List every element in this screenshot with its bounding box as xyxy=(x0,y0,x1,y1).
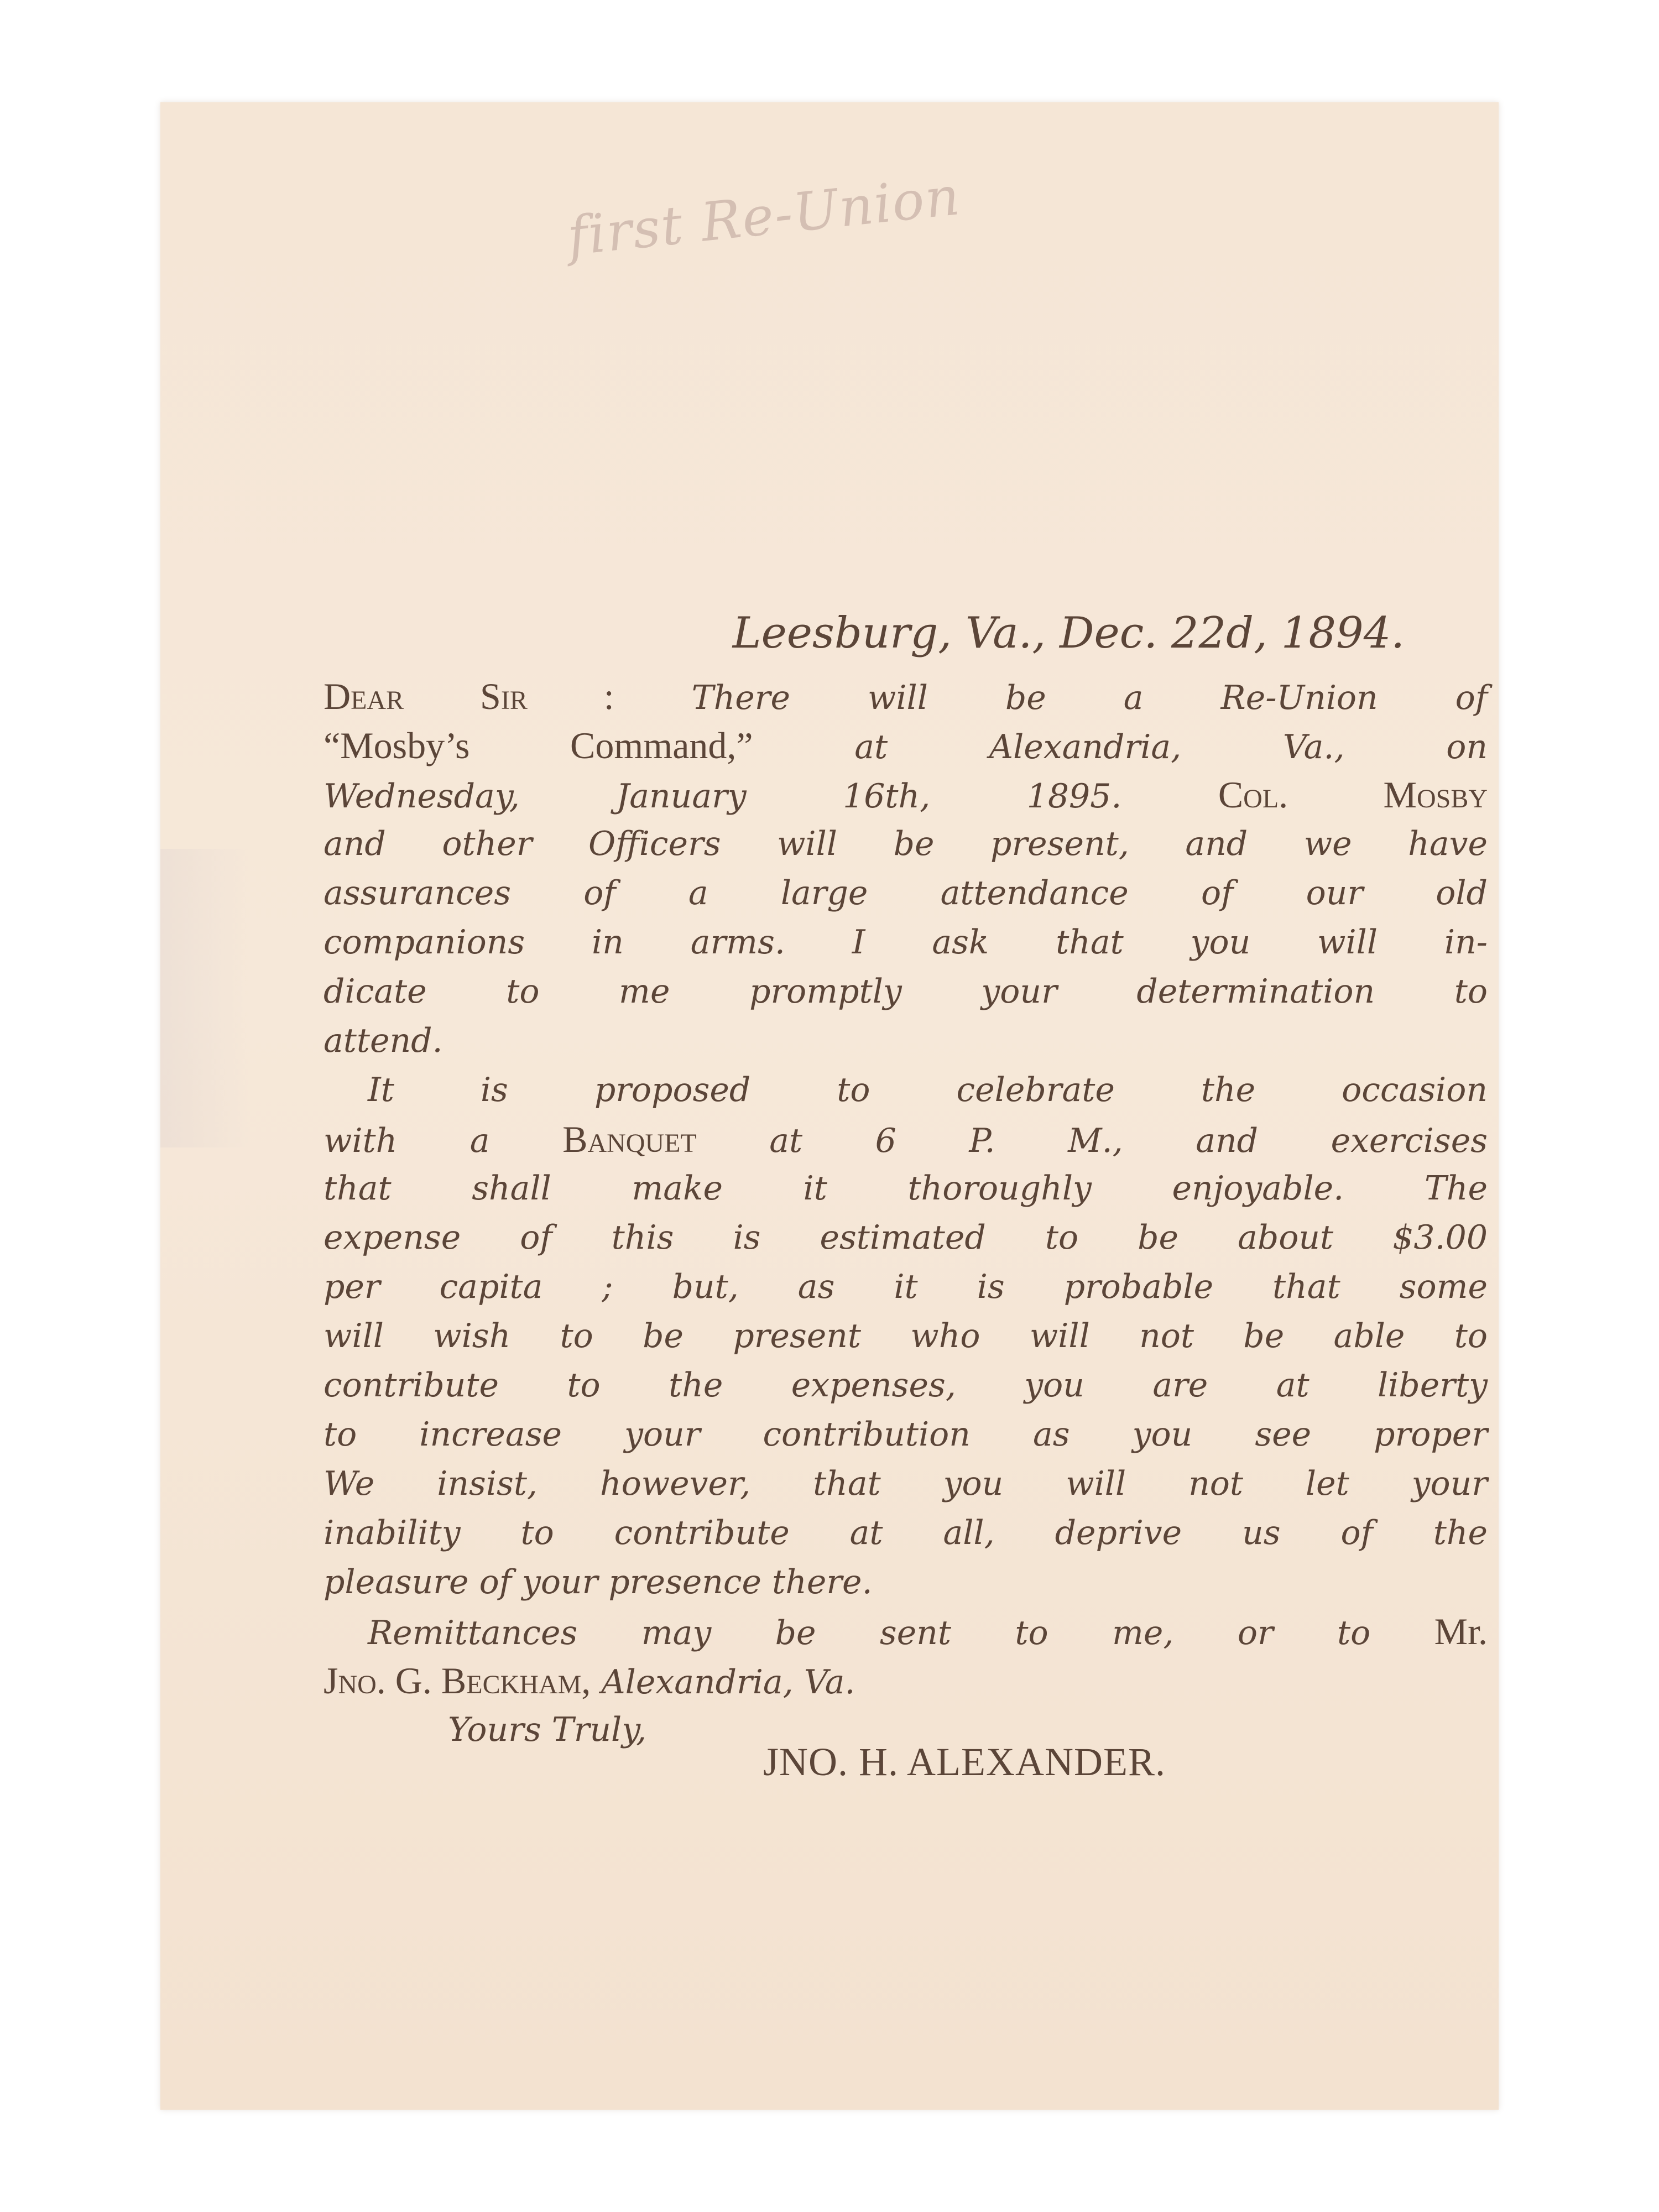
salutation: Dear Sir : xyxy=(324,675,614,717)
line-5: assurances of a large attendance of our old xyxy=(324,874,1488,912)
banquet-word: Banquet xyxy=(562,1118,697,1160)
line-18: inability to contribute at all, deprive us of the xyxy=(324,1514,1488,1552)
letter-sheet xyxy=(160,102,1499,2110)
line-14: will wish to be present who will not be able to xyxy=(324,1317,1488,1355)
line-3 xyxy=(324,770,1488,821)
closing: Yours Truly, xyxy=(448,1710,647,1749)
line-13: per capita ; but, as it is probable that some xyxy=(324,1267,1488,1306)
line-9: It is proposed to celebrate the occasion xyxy=(368,1071,1488,1109)
line-20-text: Remittances may be sent to me, or to xyxy=(368,1614,1371,1652)
line-1-text: There will be a Re-Union of xyxy=(691,679,1488,717)
line-12: expense of this is estimated to be about $3.00 xyxy=(324,1218,1488,1257)
line-10-text-c: at 6 P. M., and exercises xyxy=(769,1121,1488,1160)
line-11: that shall make it thoroughly enjoyable. The xyxy=(324,1169,1488,1208)
line-2 xyxy=(324,721,1488,772)
line-2-text: at Alexandria, Va., on xyxy=(854,728,1488,766)
line-15: contribute to the expenses, you are at liberty xyxy=(324,1366,1488,1405)
col-mosby: Col. Mosby xyxy=(1218,774,1488,816)
line-16: to increase your contribution as you see proper xyxy=(324,1415,1488,1454)
line-3-text: Wednesday, January 16th, 1895. xyxy=(324,777,1122,816)
line-4: and other Officers will be present, and we have xyxy=(324,825,1488,863)
command-name: “Mosby’s Command,” xyxy=(324,724,753,766)
mr-abbrev: Mr. xyxy=(1434,1610,1488,1652)
line-8: attend. xyxy=(324,1021,443,1060)
line-21 xyxy=(324,1656,1488,1707)
beckham-name: Jno. G. Beckham, xyxy=(324,1660,591,1702)
line-10 xyxy=(324,1115,1488,1166)
beckham-location: Alexandria, Va. xyxy=(601,1663,855,1702)
line-20 xyxy=(368,1607,1488,1658)
line-1 xyxy=(324,672,1488,723)
line-19: pleasure of your presence there. xyxy=(324,1563,873,1601)
bleed-through-mark xyxy=(160,849,249,1147)
signature: JNO. H. ALEXANDER. xyxy=(763,1740,1166,1784)
line-6: companions in arms. I ask that you will in- xyxy=(324,923,1488,962)
dateline: Leesburg, Va., Dec. 22d, 1894. xyxy=(732,608,1405,658)
line-17: We insist, however, that you will not let your xyxy=(324,1464,1488,1503)
line-10-text-a: with a xyxy=(324,1121,490,1160)
pencil-annotation: first Re-Union xyxy=(565,165,963,268)
line-7: dicate to me promptly your determination to xyxy=(324,972,1488,1011)
